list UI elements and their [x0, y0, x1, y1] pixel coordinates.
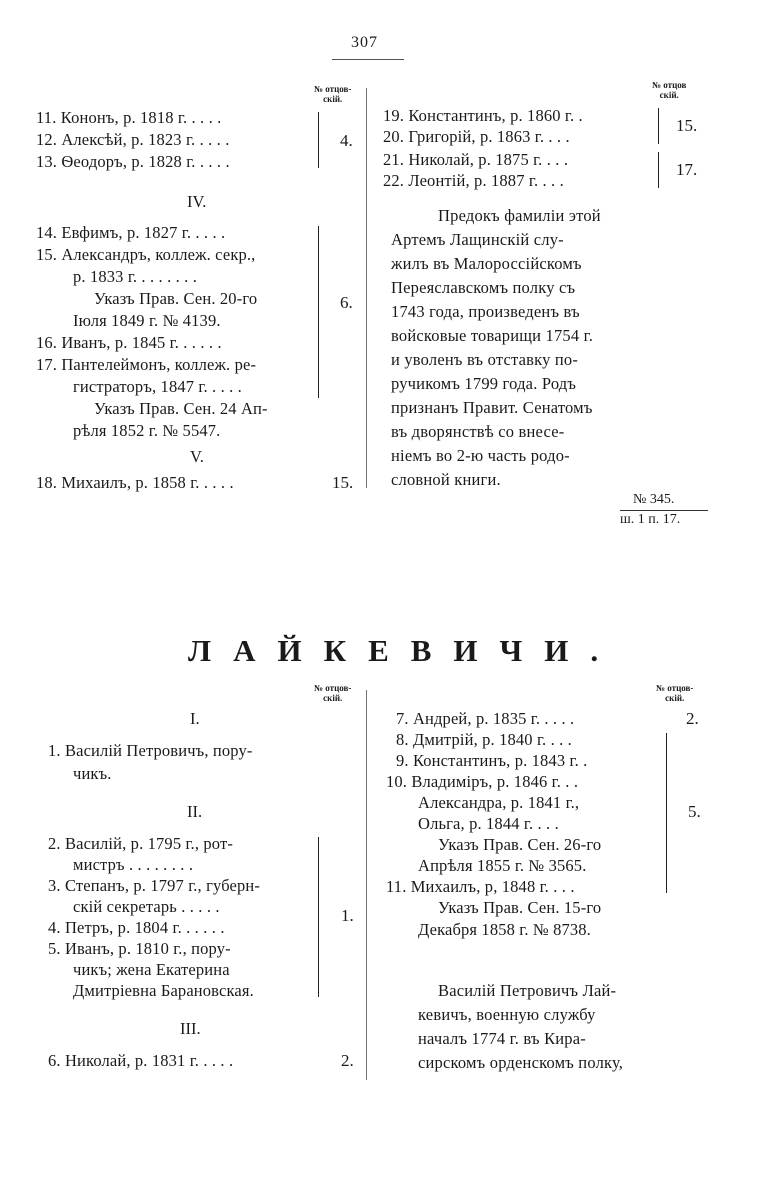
parent-number: 15.	[676, 116, 698, 135]
paragraph-line: Предокъ фамиліи этой	[438, 206, 601, 225]
entry-line: 22. Леонтій, р. 1887 г. . . .	[383, 171, 564, 190]
paragraph-line: Артемъ Лащинскій слу-	[391, 230, 564, 249]
decree-line: Іюля 1849 г. № 4139.	[73, 311, 221, 330]
paragraph-line: словной книги.	[391, 470, 501, 489]
header-line: скій.	[323, 693, 343, 703]
header-line: № отцов-	[656, 683, 694, 693]
entry-line: 6. Николай, р. 1831 г. . . . .	[48, 1051, 234, 1070]
header-line: скій.	[659, 90, 679, 100]
paragraph-line: сирскомъ орденскомъ полку,	[418, 1053, 624, 1072]
group-brace	[658, 152, 659, 188]
entry-line: 1. Василій Петровичъ, пору-	[48, 741, 253, 760]
paragraph-line: Василій Петровичъ Лай-	[438, 981, 617, 1000]
entry-line: Ольга, р. 1844 г. . . .	[418, 814, 559, 833]
archive-reference: № 345.	[633, 492, 675, 507]
column-divider	[366, 88, 367, 488]
column-divider	[366, 690, 367, 1080]
paragraph-line: ручикомъ 1799 года. Родъ	[391, 374, 577, 393]
paragraph-line: ніемъ во 2-ю часть родо-	[391, 446, 570, 465]
decree-line: Указъ Прав. Сен. 26-го	[438, 835, 602, 854]
entry-line: 3. Степанъ, р. 1797 г., губерн-	[48, 876, 261, 895]
header-line: № отцов-	[314, 84, 352, 94]
entry-line: 17. Пантелеймонъ, коллеж. ре-	[36, 355, 257, 374]
entry-line: гистраторъ, 1847 г. . . . .	[73, 377, 242, 396]
parent-number: 1.	[341, 906, 354, 925]
decree-line: Указъ Прав. Сен. 24 Ап-	[94, 399, 268, 418]
paragraph-line: началъ 1774 г. въ Кира-	[418, 1029, 586, 1048]
entry-line: 10. Владиміръ, р. 1846 г. . .	[386, 772, 579, 791]
top-left-column-header	[314, 84, 351, 104]
entry-line: 20. Григорій, р. 1863 г. . . .	[383, 127, 570, 146]
parent-number: 17.	[676, 160, 698, 179]
entry-line: Александра, р. 1841 г.,	[418, 793, 580, 812]
entry-line: 2. Василій, р. 1795 г., рот-	[48, 834, 233, 853]
parent-number: 15.	[332, 473, 354, 492]
entry-line: 12. Алексѣй, р. 1823 г. . . . .	[36, 130, 230, 149]
parent-number: 5.	[688, 802, 701, 821]
parent-number: 2.	[341, 1051, 354, 1070]
entry-line: 16. Иванъ, р. 1845 г. . . . . .	[36, 333, 222, 352]
entry-line: 5. Иванъ, р. 1810 г., пору-	[48, 939, 231, 958]
entry-line: 9. Константинъ, р. 1843 г. .	[396, 751, 588, 770]
paragraph-line: признанъ Правит. Сенатомъ	[391, 398, 593, 417]
page-number: 307	[351, 34, 378, 51]
generation-heading: I.	[190, 709, 200, 728]
entry-line: Дмитріевна Барановская.	[73, 981, 254, 1000]
paragraph-line: Переяславскомъ полку съ	[391, 278, 576, 297]
generation-heading: II.	[187, 802, 203, 821]
header-line: скій.	[665, 693, 685, 703]
bottom-right-column-header	[656, 683, 693, 703]
group-brace	[658, 108, 659, 144]
paragraph-line: войсковые товарищи 1754 г.	[391, 326, 594, 345]
group-brace	[318, 226, 319, 398]
header-line: № отцов	[652, 80, 687, 90]
group-brace	[666, 733, 667, 893]
entry-line: 19. Константинъ, р. 1860 г. .	[383, 106, 583, 125]
group-brace	[318, 112, 319, 168]
entry-line: 21. Николай, р. 1875 г. . . .	[383, 150, 569, 169]
header-line: скій.	[323, 94, 343, 104]
generation-heading: V.	[190, 447, 204, 466]
entry-line: р. 1833 г. . . . . . . .	[73, 267, 198, 286]
archive-reference: ш. 1 п. 17.	[620, 512, 681, 527]
bottom-left-column-header	[314, 683, 351, 703]
header-line: № отцов-	[314, 683, 352, 693]
entry-line: скій секретарь . . . . .	[73, 897, 220, 916]
parent-number: 2.	[686, 709, 699, 728]
decree-line: Апрѣля 1855 г. № 3565.	[418, 856, 587, 875]
reference-rule	[620, 510, 708, 511]
entry-line: 11. Михаилъ, р, 1848 г. . . .	[386, 877, 575, 896]
parent-number: 4.	[340, 131, 353, 150]
decree-line: Декабря 1858 г. № 8738.	[418, 920, 591, 939]
entry-line: 11. Кононъ, р. 1818 г. . . . .	[36, 108, 222, 127]
decree-line: Указъ Прав. Сен. 15-го	[438, 898, 602, 917]
entry-line: 18. Михаилъ, р. 1858 г. . . . .	[36, 473, 234, 492]
paragraph-line: кевичъ, военную службу	[418, 1005, 596, 1024]
paragraph-line: жилъ въ Малороссійскомъ	[391, 254, 582, 273]
generation-heading: III.	[180, 1019, 201, 1038]
paragraph-line: въ дворянствѣ со внесе-	[391, 422, 565, 441]
entry-line: мистръ . . . . . . . .	[73, 855, 194, 874]
parent-number: 6.	[340, 293, 353, 312]
page-number-rule	[332, 59, 404, 60]
entry-line: 13. Ѳеодоръ, р. 1828 г. . . . .	[36, 152, 230, 171]
entry-line: 7. Андрей, р. 1835 г. . . . .	[396, 709, 575, 728]
entry-line: 14. Евфимъ, р. 1827 г. . . . .	[36, 223, 226, 242]
paragraph-line: 1743 года, произведенъ въ	[391, 302, 580, 321]
top-right-column-header	[652, 80, 686, 100]
decree-line: рѣля 1852 г. № 5547.	[73, 421, 221, 440]
group-brace	[318, 837, 319, 997]
entry-line: чикъ.	[73, 764, 112, 783]
family-title: ЛАЙКЕВИЧИ.	[188, 633, 621, 668]
entry-line: 8. Дмитрій, р. 1840 г. . . .	[396, 730, 572, 749]
decree-line: Указъ Прав. Сен. 20-го	[94, 289, 258, 308]
entry-line: 4. Петръ, р. 1804 г. . . . . .	[48, 918, 225, 937]
entry-line: 15. Александръ, коллеж. секр.,	[36, 245, 256, 264]
entry-line: чикъ; жена Екатерина	[73, 960, 230, 979]
generation-heading: IV.	[187, 192, 207, 211]
paragraph-line: и уволенъ въ отставку по-	[391, 350, 579, 369]
